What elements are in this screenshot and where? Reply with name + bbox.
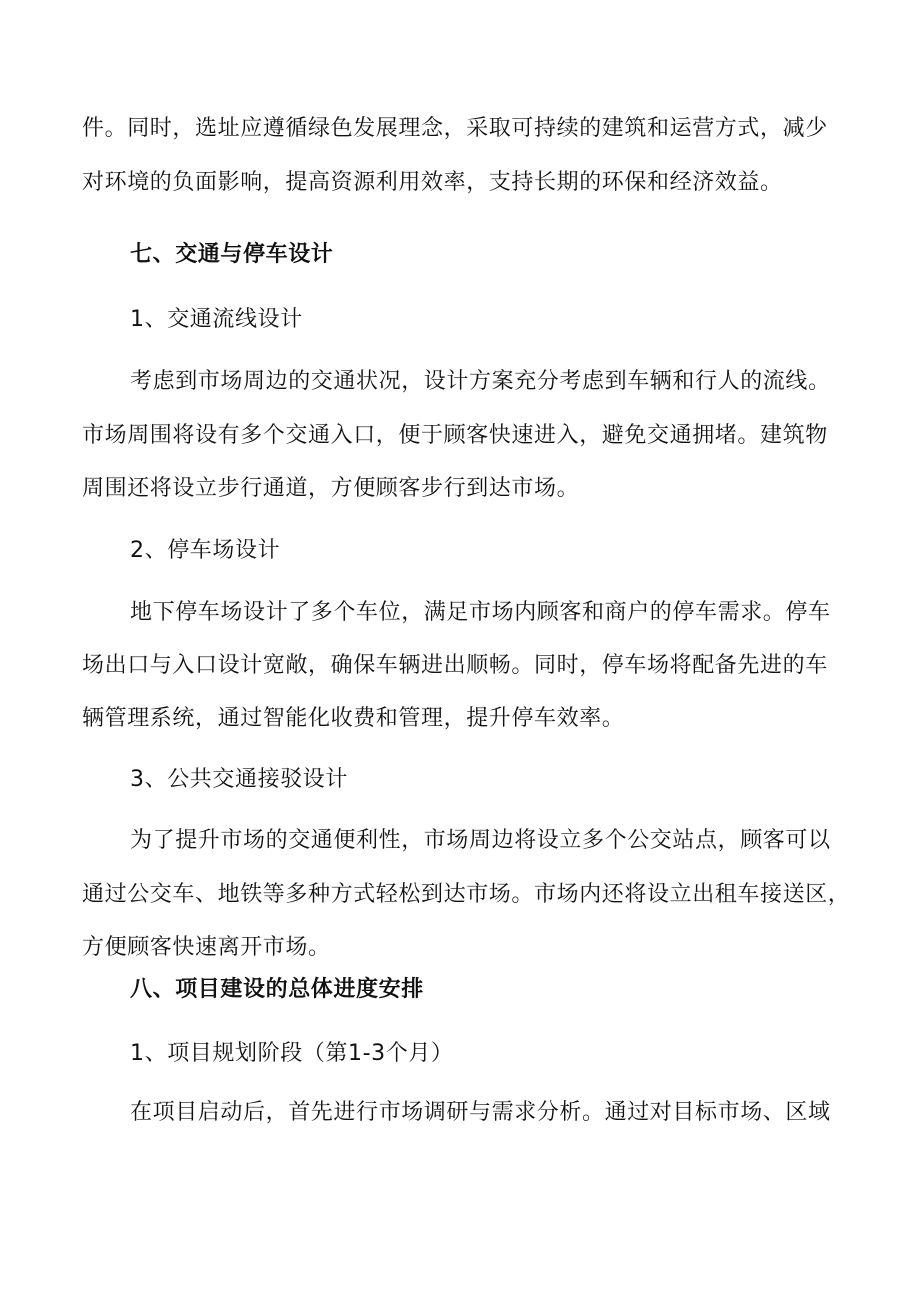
paragraph-line: 对环境的负面影响，提高资源利用效率，支持长期的环保和经济效益。	[82, 170, 783, 195]
subsection-heading: 1、项目规划阶段（第1-3个月）	[130, 1041, 454, 1066]
paragraph-line: 方便顾客快速离开市场。	[82, 935, 331, 960]
paragraph-line: 周围还将设立步行通道，方便顾客步行到达市场。	[82, 476, 580, 501]
paragraph-line: 为了提升市场的交通便利性，市场周边将设立多个公交站点，顾客可以	[130, 828, 831, 853]
paragraph-line: 场出口与入口设计宽敞，确保车辆进出顺畅。同时，停车场将配备先进的车	[82, 653, 828, 678]
paragraph-line: 通过公交车、地铁等多种方式轻松到达市场。市场内还将设立出租车接送区，	[82, 882, 851, 907]
paragraph-line: 件。同时，选址应遵循绿色发展理念，采取可持续的建筑和运营方式，减少	[82, 116, 828, 141]
subsection-heading: 1、交通流线设计	[130, 307, 303, 332]
paragraph-line: 辆管理系统，通过智能化收费和管理，提升停车效率。	[82, 706, 625, 731]
section-heading: 七、交通与停车设计	[130, 242, 334, 267]
paragraph-line: 市场周围将设有多个交通入口，便于顾客快速进入，避免交通拥堵。建筑物	[82, 423, 828, 448]
paragraph-line: 在项目启动后，首先进行市场调研与需求分析。通过对目标市场、区域	[130, 1100, 831, 1125]
subsection-heading: 2、停车场设计	[130, 538, 281, 563]
paragraph-line: 考虑到市场周边的交通状况，设计方案充分考虑到车辆和行人的流线。	[130, 369, 831, 394]
section-heading: 八、项目建设的总体进度安排	[130, 977, 424, 1002]
subsection-heading: 3、公共交通接驳设计	[130, 767, 348, 792]
paragraph-line: 地下停车场设计了多个车位，满足市场内顾客和商户的停车需求。停车	[130, 600, 831, 625]
